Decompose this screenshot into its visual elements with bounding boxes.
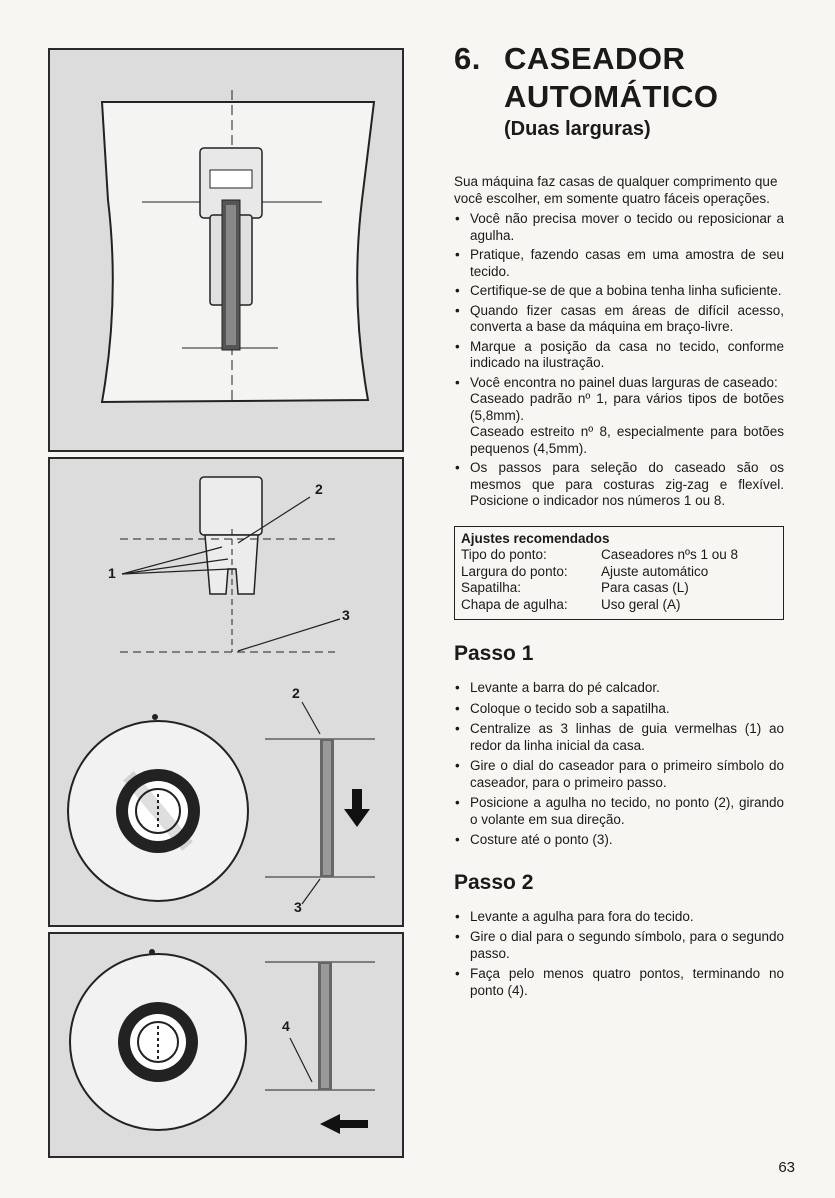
callout-4: 4 xyxy=(282,1018,290,1034)
list-item: • Gire o dial para o segundo símbolo, para o segundo passo. xyxy=(454,929,784,962)
list-item: • Centralize as 3 linhas de guia vermelhas (1) ao redor da linha inicial da casa. xyxy=(454,721,784,754)
settings-title: Ajustes recomendados xyxy=(461,530,610,546)
list-item: • Coloque o tecido sob a sapatilha. xyxy=(454,701,784,718)
list-item: • Posicione a agulha no tecido, no ponto (2), girando o volante em sua direção. xyxy=(454,795,784,828)
illustration-fabric-foot xyxy=(48,48,404,452)
table-row xyxy=(461,564,738,581)
widths-standard: Caseado padrão nº 1, para vários tipos de botões (5,8mm). xyxy=(470,391,784,423)
table-row xyxy=(461,547,738,564)
setting-value: Para casas (L) xyxy=(601,580,689,595)
illustration-foot-and-dial-step1 xyxy=(48,457,404,927)
setting-value: Ajuste automático xyxy=(601,563,709,579)
list-item: • Os passos para seleção do caseado são os mesmos que para costuras zig-zag e flexível. Posicione o indicador nos números 1 ou 8. xyxy=(454,460,784,510)
setting-label: Tipo do ponto: xyxy=(461,547,547,562)
step2-heading: Passo 2 xyxy=(454,870,534,894)
widths-intro: • Você encontra no painel duas larguras de caseado: xyxy=(470,374,778,390)
setting-label: Largura do ponto: xyxy=(461,563,568,579)
callout-2b: 2 xyxy=(292,685,300,701)
step1-heading: Passo 1 xyxy=(454,642,534,665)
chapter-title-line2: AUTOMÁTICO xyxy=(504,79,719,114)
list-item: • Costure até o ponto (3). xyxy=(454,832,784,849)
setting-label: Sapatilha: xyxy=(461,580,522,595)
list-item: • Levante a agulha para fora do tecido. xyxy=(454,909,784,926)
table-row xyxy=(461,580,738,597)
list-item: • Levante a barra do pé calcador. xyxy=(454,680,784,697)
chapter-title xyxy=(454,40,784,116)
list-item-widths xyxy=(454,375,784,458)
step2-list xyxy=(454,909,784,1000)
foot-dial-drawing xyxy=(50,459,402,925)
dial-step2-drawing xyxy=(50,934,402,1156)
list-item: • Você não precisa mover o tecido ou reposicionar a agulha. xyxy=(454,211,784,244)
list-item: • Quando fizer casas em áreas de difícil acesso, converta a base da máquina em braço-livre. xyxy=(454,303,784,336)
page-number: 63 xyxy=(778,1159,795,1176)
chapter-title-line1: CASEADOR xyxy=(504,41,686,76)
fabric-foot-drawing xyxy=(50,50,402,450)
chapter-number: 6. xyxy=(454,41,481,76)
list-item: • Faça pelo menos quatro pontos, terminando no ponto (4). xyxy=(454,966,784,999)
illustration-dial-step2 xyxy=(48,932,404,1158)
settings-box xyxy=(454,526,784,621)
intro-paragraph: Sua máquina faz casas de qualquer comprimento que você escolher, em somente quatro fáceis operações. xyxy=(454,174,778,206)
list-item: • Certifique-se de que a bobina tenha linha suficiente. xyxy=(454,283,784,300)
settings-table xyxy=(461,547,738,613)
callout-3b: 3 xyxy=(294,899,302,915)
widths-narrow: Caseado estreito nº 8, especialmente para botões pequenos (4,5mm). xyxy=(470,424,784,456)
chapter-subtitle: (Duas larguras) xyxy=(504,118,651,140)
setting-value: Caseadores nºs 1 ou 8 xyxy=(601,547,739,562)
text-column xyxy=(454,40,784,1003)
list-item: • Marque a posição da casa no tecido, conforme indicado na ilustração. xyxy=(454,339,784,372)
table-row xyxy=(461,597,738,614)
intro-bullets xyxy=(454,211,784,510)
callout-3: 3 xyxy=(342,607,350,623)
callout-2: 2 xyxy=(315,481,323,497)
step1-list xyxy=(454,680,784,849)
setting-value: Uso geral (A) xyxy=(601,596,681,612)
callout-1: 1 xyxy=(108,565,116,581)
list-item: • Gire o dial do caseador para o primeiro símbolo do caseador, para o primeiro passo. xyxy=(454,758,784,791)
setting-label: Chapa de agulha: xyxy=(461,596,568,612)
list-item: • Pratique, fazendo casas em uma amostra de seu tecido. xyxy=(454,247,784,280)
